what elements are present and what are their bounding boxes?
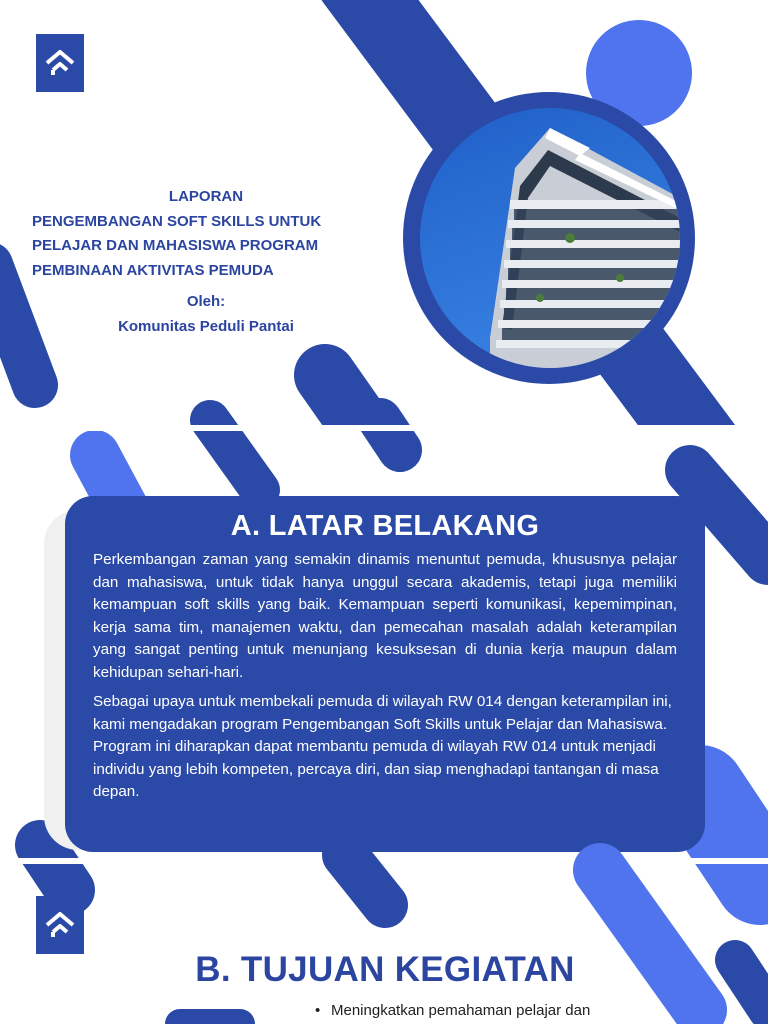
paragraph-2: Sebagai upaya untuk membekali pemuda di wilayah RW 014 dengan keterampilan ini, kami mengadakan program Pengembangan Soft Skills untuk Pelajar dan Mahasiswa. Program ini diharapkan dapat membantu pemuda di wilayah RW 014 untuk menjadi individu yang lebih kompeten, percaya diri, dan siap menghadapi tantangan di masa depan. xyxy=(93,693,672,800)
author-name: Komunitas Peduli Pantai xyxy=(118,317,294,335)
title-line-4: PEMBINAAN AKTIVITAS PEMUDA xyxy=(32,261,274,279)
house-chevron-icon xyxy=(43,48,77,78)
section-heading: A. LATAR BELAKANG xyxy=(230,510,540,542)
cover-logo xyxy=(36,34,84,92)
blob-right xyxy=(700,790,760,880)
bullet-dot-icon: • xyxy=(315,1002,321,1019)
diagonal-pill-center xyxy=(325,375,360,425)
goals-heading: B. TUJUAN KEGIATAN xyxy=(195,950,575,989)
pill-mid xyxy=(345,855,385,905)
title-line-3: PELAJAR DAN MAHASISWA PROGRAM xyxy=(32,237,319,254)
bullet-text: Meningkatkan pemahaman pelajar dan xyxy=(331,1002,591,1019)
title-line-1: LAPORAN xyxy=(168,188,244,205)
latar-belakang-card xyxy=(65,496,705,852)
pill-bottom-left xyxy=(40,845,70,890)
by-label: Oleh: xyxy=(186,293,226,310)
diagonal-pill-left xyxy=(0,265,35,385)
pill-top-mid xyxy=(210,420,260,490)
cover-page xyxy=(0,0,768,430)
paragraph-1: Perkembangan zaman yang semakin dinamis menuntut pemuda, khususnya pelajar dan mahasiswa, untuk tidak hanya unggul secara akademis, tetapi juga memiliki kemampuan soft skills yang baik. Kemampuan seperti komunikasi, kepemimpinan, kerja sama tim, manajemen waktu, dan pemecahan masalah adalah keterampilan yang sangat penting untuk menunjang kesuksesan di dunia kerja maupun dalam kehidupan sehari-hari. xyxy=(93,551,677,681)
house-chevron-icon xyxy=(43,910,77,940)
building-photo xyxy=(420,108,680,368)
cover-title xyxy=(32,185,380,339)
title-line-2: PENGEMBANGAN SOFT SKILLS UNTUK xyxy=(32,212,322,230)
goals-logo xyxy=(36,896,84,954)
building-illustration xyxy=(420,108,680,368)
goals-bullet-1 xyxy=(315,1000,755,1022)
